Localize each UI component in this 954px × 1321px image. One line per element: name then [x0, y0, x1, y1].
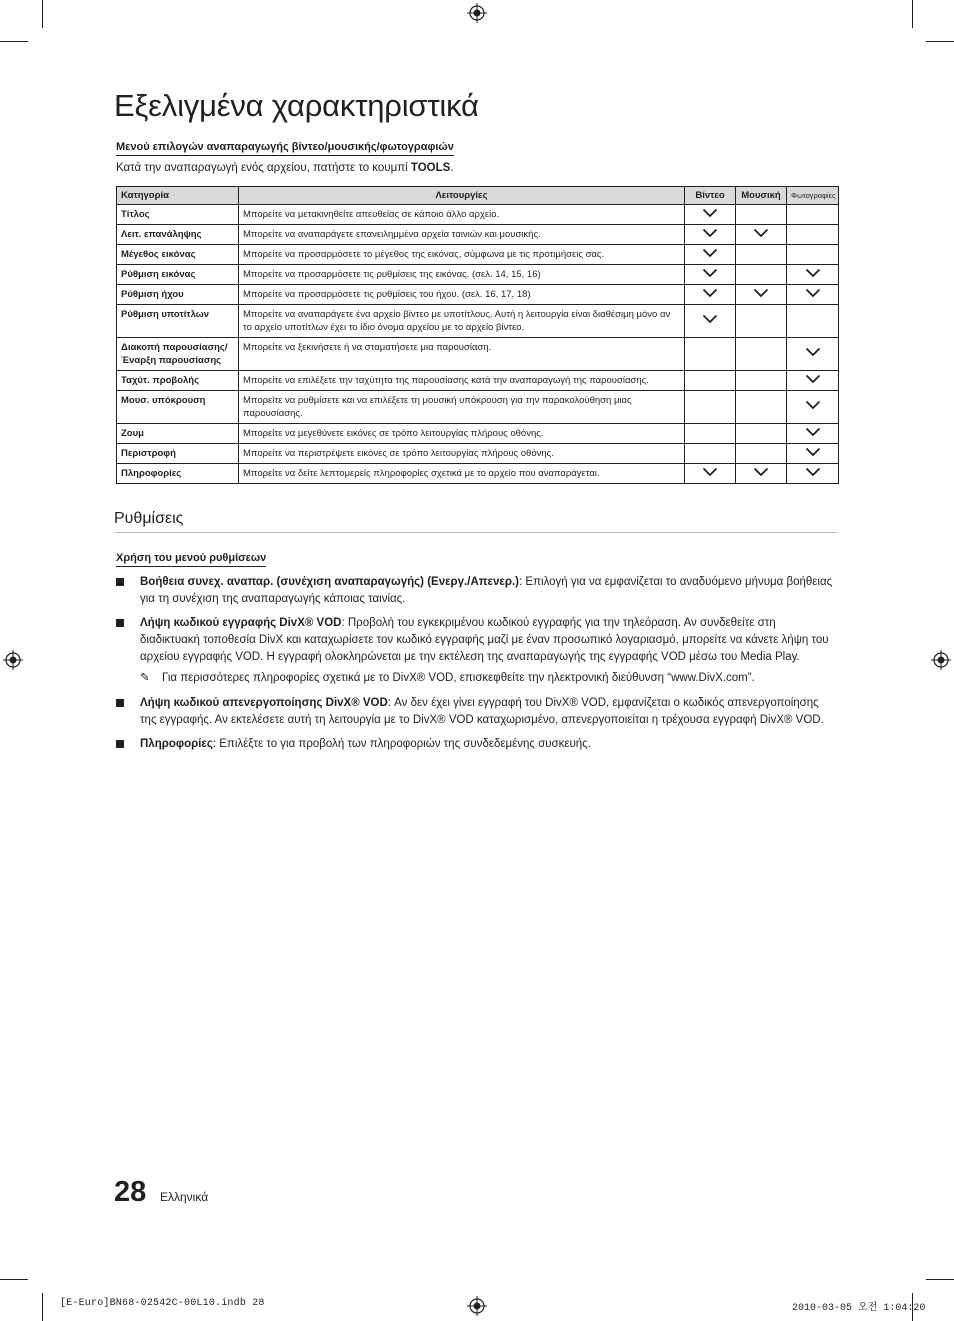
header-video: Βίντεο [685, 187, 736, 205]
checkmark-icon [702, 290, 718, 301]
pencil-note-icon: ✎ [140, 672, 150, 684]
header-photos: Φωτογραφίες [787, 187, 839, 205]
crop-mark [0, 41, 28, 42]
tools-keyword: TOOLS [410, 162, 451, 174]
photo-support-cell [787, 391, 839, 424]
bullet-text: : Προβολή του εγκεκριμένου κωδικού εγγραφής για την τηλεόραση. Αν συνδεθείτε στη διαδικτυακή τοποθεσία DivX και καταχωρίσετε τον κωδικό εγγραφής μαζί με έναν προσωπικό λογαριασμό, μπορείτε να κάνετε λήψη του αρχείου εγγραφής VOD. Η εγγραφή ολοκληρώνεται με την εκτέλεση της αναπαραγωγής της εγγραφής VOD μέσω του Media Play. [140, 617, 829, 663]
music-support-cell [736, 444, 787, 464]
function-description-cell: Μπορείτε να μεγεθύνετε εικόνες σε τρόπο λειτουργίας πλήρους οθόνης. [239, 424, 685, 444]
table-row [117, 424, 839, 444]
music-support-cell [736, 424, 787, 444]
table-row [117, 265, 839, 285]
functions-table [116, 186, 839, 484]
list-item [116, 695, 838, 729]
category-cell: Ζουμ [117, 424, 239, 444]
table-row [117, 464, 839, 484]
note [140, 670, 838, 687]
table-row [117, 285, 839, 305]
category-cell: Ταχύτ. προβολής [117, 371, 239, 391]
category-cell: Λειτ. επανάληψης [117, 225, 239, 245]
video-support-cell [685, 338, 736, 371]
music-support-cell [736, 371, 787, 391]
music-support-cell [736, 464, 787, 484]
table-row [117, 305, 839, 338]
category-cell: Ρύθμιση υποτίτλων [117, 305, 239, 338]
checkmark-icon [702, 316, 718, 327]
category-cell: Μέγεθος εικόνας [117, 245, 239, 265]
registration-mark-icon [931, 650, 951, 670]
music-support-cell [736, 285, 787, 305]
photo-support-cell [787, 424, 839, 444]
file-info: [E-Euro]BN68-02542C-00L10.indb 28 [60, 1298, 265, 1309]
header-category: Κατηγορία [117, 187, 239, 205]
intro-text-main: Κατά την αναπαραγωγή ενός αρχείου, πατήστε το κουμπί [116, 162, 411, 174]
crop-mark [912, 0, 913, 28]
checkmark-icon [753, 469, 769, 480]
category-cell: Ρύθμιση εικόνας [117, 265, 239, 285]
photo-support-cell [787, 371, 839, 391]
crop-mark [926, 1279, 954, 1280]
category-cell: Διακοπή παρουσίασης/ Έναρξη παρουσίασης [117, 338, 239, 371]
music-support-cell [736, 391, 787, 424]
table-row [117, 205, 839, 225]
checkmark-icon [805, 429, 821, 440]
music-support-cell [736, 265, 787, 285]
video-support-cell [685, 464, 736, 484]
function-description-cell: Μπορείτε να αναπαράγετε επανειλημμένα αρχεία ταινιών και μουσικής. [239, 225, 685, 245]
table-row [117, 338, 839, 371]
bullet-text: : Επιλογή για να εμφανίζεται το αναδυόμενο μήνυμα βοήθειας για τη συνέχιση της αναπαραγωγής κάποιας ταινίας. [140, 576, 833, 605]
crop-mark [42, 1293, 43, 1321]
video-support-cell [685, 285, 736, 305]
note-text: Για περισσότερες πληροφορίες σχετικά με το DivX® VOD, επισκεφθείτε την ηλεκτρονική διεύθυνση “www.DivX.com”. [162, 672, 755, 684]
video-support-cell [685, 391, 736, 424]
function-description-cell: Μπορείτε να προσαρμόσετε τις ρυθμίσεις του ήχου. (σελ. 16, 17, 18) [239, 285, 685, 305]
section-subheading: Μενού επιλογών αναπαραγωγής βίντεο/μουσικής/φωτογραφιών [116, 141, 454, 156]
music-support-cell [736, 245, 787, 265]
photo-support-cell [787, 444, 839, 464]
checkmark-icon [805, 290, 821, 301]
list-item [116, 736, 838, 753]
header-functions: Λειτουργίες [239, 187, 685, 205]
category-cell: Περιστροφή [117, 444, 239, 464]
function-description-cell: Μπορείτε να περιστρέψετε εικόνες σε τρόπο λειτουργίας πλήρους οθόνης. [239, 444, 685, 464]
function-description-cell: Μπορείτε να μετακινηθείτε απευθείας σε κάποιο άλλο αρχείο. [239, 205, 685, 225]
function-description-cell: Μπορείτε να αναπαράγετε ένα αρχείο βίντεο με υποτίτλους. Αυτή η λειτουργία είναι διαθέσιμη μόνο αν το αρχείο υποτίτλων έχει το ίδιο όνομα αρχείου με το αρχείο βίντεο. [239, 305, 685, 338]
registration-mark-icon [3, 650, 23, 670]
table-row [117, 245, 839, 265]
function-description-cell: Μπορείτε να προσαρμόσετε το μέγεθος της εικόνας, σύμφωνα με τις προτιμήσεις σας. [239, 245, 685, 265]
crop-mark [0, 1279, 28, 1280]
checkmark-icon [805, 402, 821, 413]
header-music: Μουσική [736, 187, 787, 205]
video-support-cell [685, 371, 736, 391]
checkmark-icon [805, 376, 821, 387]
checkmark-icon [805, 270, 821, 281]
bullet-square-icon [116, 619, 124, 627]
checkmark-icon [805, 349, 821, 360]
date-info: 2010-03-05 오전 1:04:20 [792, 1303, 926, 1314]
photo-support-cell [787, 305, 839, 338]
function-description-cell: Μπορείτε να ρυθμίσετε και να επιλέξετε τη μουσική υπόκρουση για την παρακολούθηση μιας παρουσίασης. [239, 391, 685, 424]
photo-support-cell [787, 265, 839, 285]
video-support-cell [685, 205, 736, 225]
checkmark-icon [753, 290, 769, 301]
video-support-cell [685, 444, 736, 464]
music-support-cell [736, 225, 787, 245]
bullet-square-icon [116, 740, 124, 748]
intro-text-end: . [450, 162, 454, 174]
checkmark-icon [753, 230, 769, 241]
table-row [117, 225, 839, 245]
music-support-cell [736, 205, 787, 225]
video-support-cell [685, 305, 736, 338]
function-description-cell: Μπορείτε να δείτε λεπτομερείς πληροφορίες σχετικά με το αρχείο που αναπαράγεται. [239, 464, 685, 484]
function-description-cell: Μπορείτε να ξεκινήσετε ή να σταματήσετε μια παρουσίαση. [239, 338, 685, 371]
category-cell: Μουσ. υπόκρουση [117, 391, 239, 424]
category-cell: Τίτλος [117, 205, 239, 225]
photo-support-cell [787, 205, 839, 225]
checkmark-icon [805, 449, 821, 460]
page-language: Ελληνικά [160, 1190, 209, 1204]
checkmark-icon [805, 469, 821, 480]
function-description-cell: Μπορείτε να επιλέξετε την ταχύτητα της παρουσίασης κατά την αναπαραγωγή της παρουσίασης. [239, 371, 685, 391]
music-support-cell [736, 338, 787, 371]
photo-support-cell [787, 225, 839, 245]
category-cell: Ρύθμιση ήχου [117, 285, 239, 305]
video-support-cell [685, 265, 736, 285]
checkmark-icon [702, 469, 718, 480]
function-description-cell: Μπορείτε να προσαρμόσετε τις ρυθμίσεις της εικόνας. (σελ. 14, 15, 16) [239, 265, 685, 285]
category-cell: Πληροφορίες [117, 464, 239, 484]
crop-mark [926, 41, 954, 42]
photo-support-cell [787, 338, 839, 371]
photo-support-cell [787, 245, 839, 265]
table-row [117, 391, 839, 424]
list-item [116, 574, 838, 608]
checkmark-icon [702, 250, 718, 261]
music-support-cell [736, 305, 787, 338]
checkmark-icon [702, 210, 718, 221]
registration-mark-icon [467, 3, 487, 23]
settings-usage-heading: Χρήση του μενού ρυθμίσεων [116, 552, 266, 567]
bullet-text: : Επιλέξτε το για προβολή των πληροφοριών της συνδεδεμένης συσκευής. [212, 738, 591, 750]
video-support-cell [685, 245, 736, 265]
crop-mark [42, 0, 43, 28]
photo-support-cell [787, 464, 839, 484]
photo-support-cell [787, 285, 839, 305]
bullet-title: Λήψη κωδικού εγγραφής DivX® VOD [140, 617, 342, 629]
table-row [117, 444, 839, 464]
bullet-text: : Αν δεν έχει γίνει εγγραφή του DivX® VOD, εμφανίζεται ο κωδικός απενεργοποίησης της εγγραφής. Αν εκτελέσετε αυτή τη λειτουργία με το DivX® VOD καταχωρισμένο, απενεργοποιείται η τρέχουσα εγγραφή DivX® VOD. [140, 697, 824, 726]
table-row [117, 371, 839, 391]
bullet-square-icon [116, 699, 124, 707]
bullet-title: Βοήθεια συνεχ. αναπαρ. (συνέχιση αναπαραγωγής) (Ενεργ./Απενερ.) [140, 576, 520, 588]
bullet-square-icon [116, 578, 124, 586]
page-title: Εξελιγμένα χαρακτηριστικά [114, 88, 479, 123]
bullet-title: Λήψη κωδικού απενεργοποίησης DivX® VOD [140, 697, 388, 709]
video-support-cell [685, 424, 736, 444]
bullet-title: Πληροφορίες [140, 738, 213, 750]
settings-heading: Ρυθμίσεις [114, 510, 838, 533]
video-support-cell [685, 225, 736, 245]
registration-mark-icon [467, 1296, 487, 1316]
page-number: 28 [114, 1176, 147, 1208]
checkmark-icon [702, 270, 718, 281]
list-item [116, 615, 838, 666]
intro-text [116, 162, 454, 174]
table-header-row [117, 187, 839, 205]
checkmark-icon [702, 230, 718, 241]
